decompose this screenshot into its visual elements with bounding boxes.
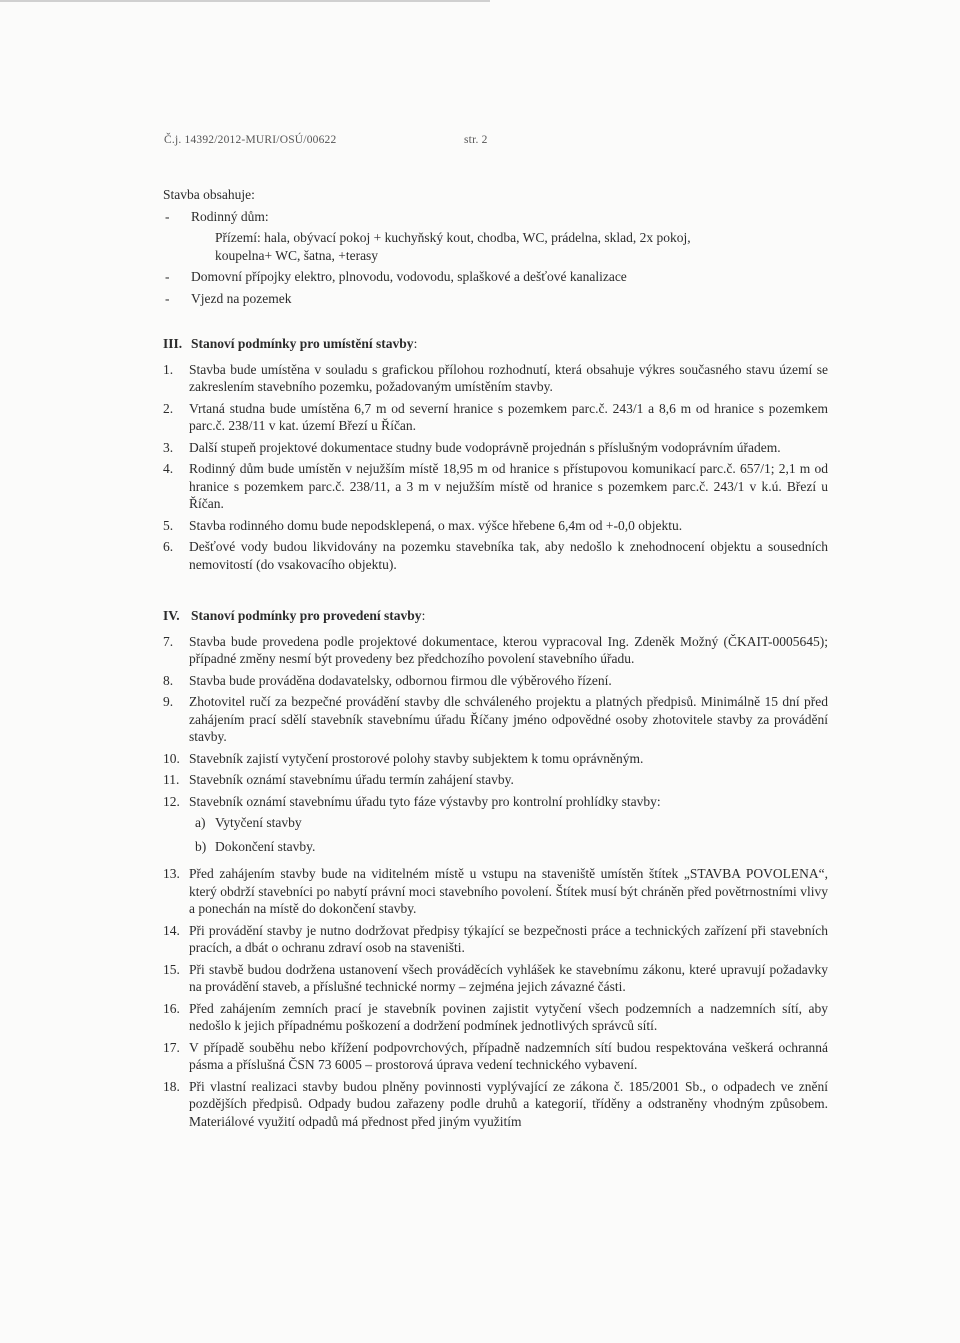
execution-conditions-list [163,633,828,1131]
condition-number: 2. [163,400,174,416]
condition-text: Stavebník oznámí stavebnímu úřadu termín zahájení stavby. [189,772,514,787]
condition-text: Stavebník zajistí vytyčení prostorové polohy stavby subjektem k tomu oprávněným. [189,750,644,766]
condition-item [163,1078,828,1131]
condition-text: Při provádění stavby je nutno dodržovat předpisy týkající se bezpečnosti práce a technických zařízení při stavebních pracích, a dbát o ochranu zdraví osob na staveništi. [189,922,828,955]
condition-number: 5. [163,517,174,533]
condition-text: Dešťové vody budou likvidovány na pozemku stavebníka tak, aby nedošlo k znehodnocení objektu a sousedních nemovitostí (do vsakovacího objektu). [189,539,828,572]
condition-item [163,1000,828,1035]
condition-item [163,439,828,457]
condition-text: Před zahájením stavby bude na viditelném místě u vstupu na staveniště umístěn štítek „STAVBA POVOLENA“, který obdrží stavebníci po nabytí právní moci stavebního povolení. Štítek musí být chráněn před povětrnostními vlivy a ponechán na místě do dokončení stavby. [189,866,828,916]
inspection-phases-list [195,814,828,855]
phase-label: b) [195,838,207,854]
condition-number: 9. [163,694,174,709]
section-heading-placement [163,335,828,353]
condition-text: Před zahájením zemních prací je stavebník povinen zajistit vytyčení všech podzemních a nadzemních sítí, aby nedošlo k jejich případnému poškození a dodržení podmínek jednotlivých správců sítí. [189,1000,828,1033]
floor-line-2: koupelna+ WC, šatna, +terasy [215,247,379,263]
condition-text: Stavba bude provedena podle projektové dokumentace, kterou vypracoval Ing. Zdeněk Možný (ČKAIT-0005645); případné změny nesmí být provedeny bez předchozího povolení stavebního úřadu. [189,633,828,666]
scan-edge-line [0,0,490,2]
intro-title: Stavba obsahuje: [163,187,255,202]
condition-item [163,517,828,535]
condition-item [163,538,828,573]
condition-item [163,922,828,957]
floor-description [191,229,828,264]
section-title-colon: : [413,336,418,351]
condition-item [163,961,828,996]
condition-text: Rodinný dům bude umístěn v nejužším místě 18,95 m od hranice s přístupovou komunikací parc.č. 657/1; 2,1 m od hranice s pozemkem parc.č. 238/11, a 3 m v nejužším místě od hranice s pozemkem parc.č. 243/1 v k.ú. Březí u Říčan. [189,461,828,511]
document-body [163,186,828,1134]
condition-text: Stavba rodinného domu bude nepodsklepená, o max. výšce hřebene 6,4m od +-0,0 objektu. [189,517,683,533]
condition-number: 6. [163,539,174,554]
condition-text: Při stavbě budou dodržena ustanovení všech prováděcích vyhlášek ke stavebnímu zákonu, které upravují požadavky na provádění staveb, a příslušné technické normy – zejména jejich závazné části. [189,961,828,994]
condition-item [163,400,828,435]
section-title: Stanoví podmínky pro provedení stavby [191,608,422,623]
condition-number: 4. [163,461,174,476]
phase-label: a) [195,815,206,830]
floor-line-1: Přízemí: hala, obývací pokoj + kuchyňský kout, chodba, WC, prádelna, sklad, 2x pokoj, [215,230,691,245]
condition-item [163,361,828,396]
phase-text: Dokončení stavby. [215,838,316,854]
condition-number: 1. [163,361,174,377]
condition-number: 8. [163,672,174,688]
condition-text: Stavebník oznámí stavebnímu úřadu tyto fáze výstavby pro kontrolní prohlídky stavby: [189,793,661,809]
phase-item [195,838,828,856]
condition-text: Stavba bude umístěna v souladu s grafickou přílohou rozhodnutí, která obsahuje výkres současného stavu území se zakreslením stavebního pozemku, požadovaným umístěním stavby. [189,361,828,394]
list-item [163,290,828,308]
condition-text-block [189,793,828,862]
condition-text: Při vlastní realizaci stavby budou plněny povinnosti vyplývající ze zákona č. 185/2001 Sb., o odpadech ve znění pozdějších předpisů. Odpady budou zařazeny podle druhů a kategorií, tříděny a odstraněny vhodným způsobem. Materiálové využití odpadů má přednost před jiným využitím [189,1078,828,1129]
condition-text: Další stupeň projektové dokumentace studny bude vodoprávně projednán s příslušným vodoprávním úřadem. [189,439,781,455]
section-number: IV. [163,608,180,623]
page-number: str. 2 [464,134,488,146]
section-title-colon: : [421,608,426,623]
phase-text: Vytyčení stavby [215,815,302,830]
section-number: III. [163,336,183,351]
condition-text: V případě souběhu nebo křížení podpovrchových, případně nadzemních sítí budou respektována veškerá ochranná pásma a příslušná ČSN 73 6005 – prostorová úprava vedení technického vybavení. [189,1039,828,1072]
condition-text: Vrtaná studna bude umístěna 6,7 m od severní hranice s pozemkem parc.č. 243/1 a 8,6 m od hranice s pozemkem parc.č. 238/11 v kat. území Březí u Říčan. [189,400,828,433]
condition-number: 16. [163,1000,180,1016]
list-item [163,268,828,286]
building-contents-list [163,208,828,308]
condition-number: 3. [163,439,174,455]
condition-number: 10. [163,750,180,766]
condition-number: 13. [163,866,180,881]
placement-conditions-list [163,361,828,574]
condition-number: 12. [163,793,180,809]
condition-text: Stavba bude prováděna dodavatelsky, odbornou firmou dle výběrového řízení. [189,672,612,688]
list-item-text: Domovní přípojky elektro, plnovodu, vodovodu, splaškové a dešťové kanalizace [191,269,627,284]
condition-item [163,693,828,746]
condition-item [163,793,828,862]
phase-item [195,814,828,832]
condition-item [163,865,828,918]
condition-number: 14. [163,922,180,938]
condition-number: 18. [163,1078,180,1094]
list-item-text: Vjezd na pozemek [191,290,292,306]
condition-item [163,771,828,789]
condition-item [163,633,828,668]
condition-item [163,750,828,768]
condition-number: 7. [163,633,174,649]
condition-item [163,1039,828,1074]
section-heading-execution [163,607,828,625]
list-item-text: Rodinný dům: [191,208,269,224]
condition-text: Zhotovitel ručí za bezpečné provádění stavby dle schváleného projektu a platných předpisů. Minimálně 15 dní před zahájením prací sdělí stavebník stavebnímu úřadu Říčany jméno odpovědné osoby zhotovitele stavby za provádění stavby. [189,694,828,744]
reference-number: Č.j. 14392/2012-MURI/OSÚ/00622 [164,134,337,146]
condition-number: 15. [163,961,180,977]
condition-number: 17. [163,1039,180,1055]
list-item [163,208,828,265]
condition-item [163,460,828,513]
condition-number: 11. [163,772,180,787]
section-title: Stanoví podmínky pro umístění stavby [191,336,414,351]
condition-item [163,672,828,690]
